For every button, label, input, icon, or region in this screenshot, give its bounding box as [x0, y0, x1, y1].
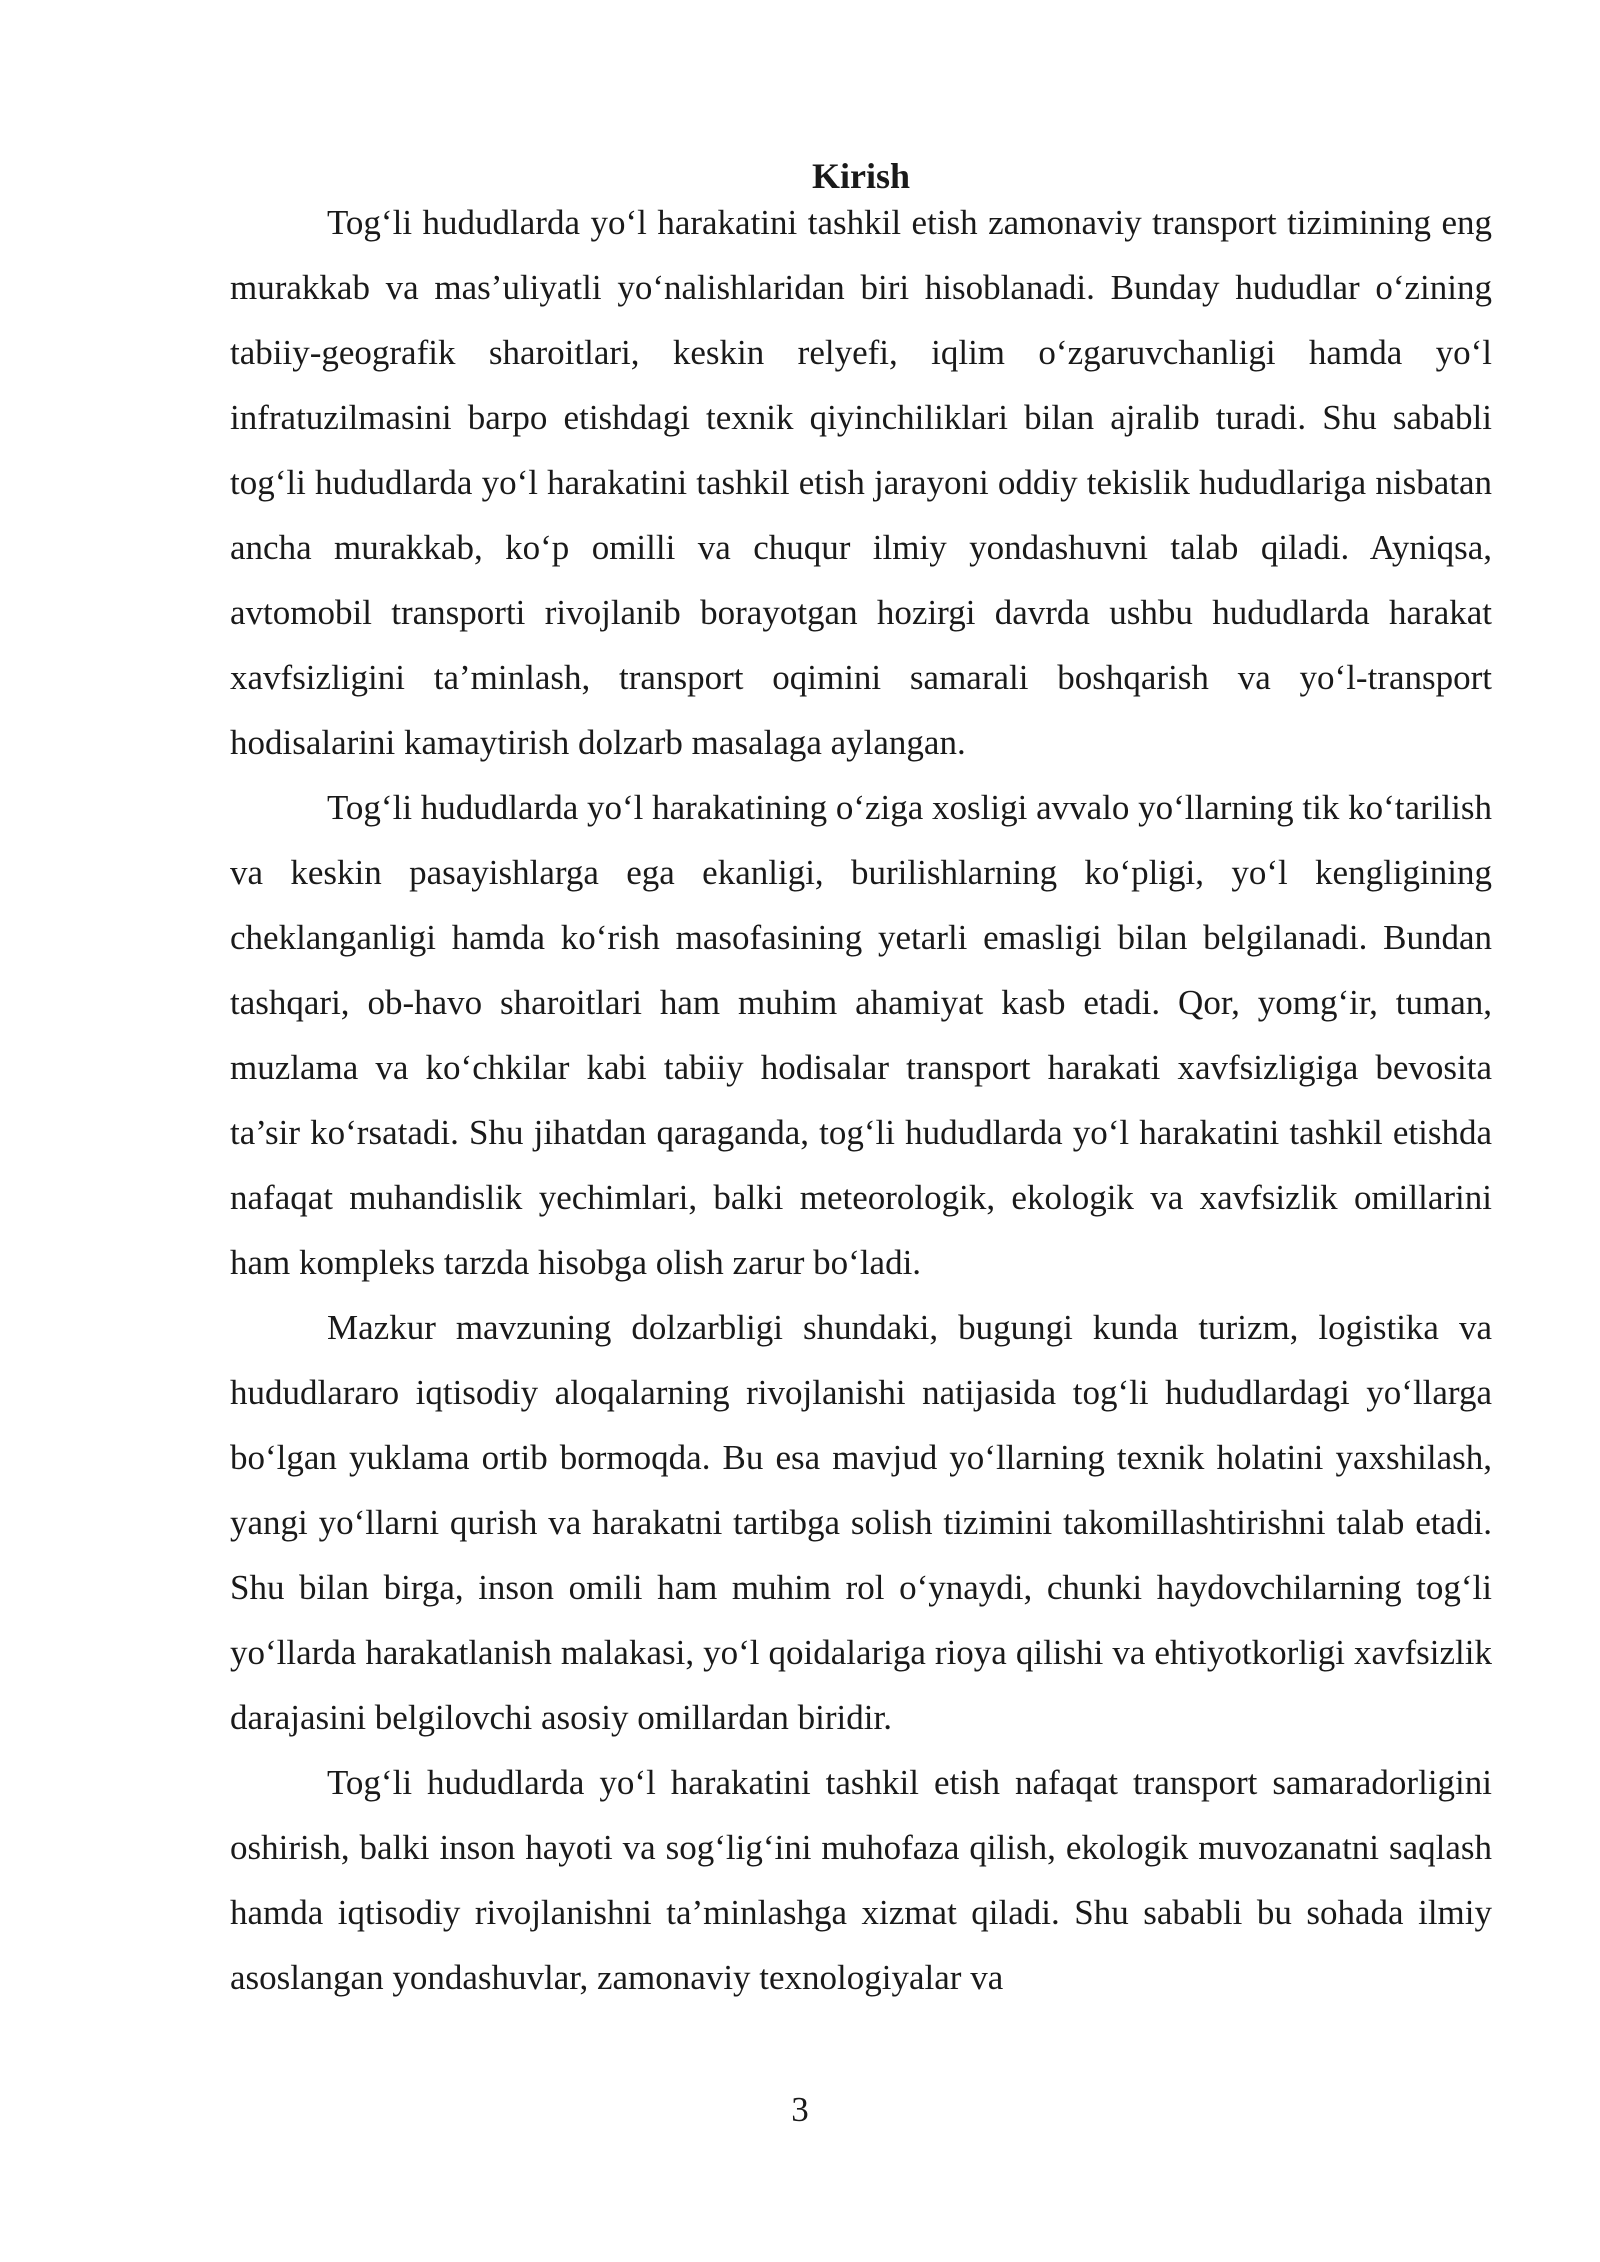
section-title: Kirish [811, 156, 910, 196]
paragraph: Mazkur mavzuning dolzarbligi shundaki, bugungi kunda turizm, logistika va hududlararo iqtisodiy aloqalarning rivojlanishi natijasida tog‘li hududlardagi yo‘llarga bo‘lgan yuklama ortib bormoqda. Bu esa mavjud yo‘llarning texnik holatini yaxshilash, yangi yo‘llarni qurish va harakatni tartibga solish tizimini takomillashtirishni talab etadi. Shu bilan birga, inson omili ham muhim rol o‘ynaydi, chunki haydovchilarning tog‘li yo‘llarda harakatlanish malakasi, yo‘l qoidalariga rioya qilishi va ehtiyotkorligi xavfsizlik darajasini belgilovchi asosiy omillardan biridir. [230, 1308, 1492, 1737]
page-number: 3 [791, 2090, 809, 2129]
paragraph: Tog‘li hududlarda yo‘l harakatini tashkil etish nafaqat transport samaradorligini oshirish, balki inson hayoti va sog‘lig‘ini muhofaza qilish, ekologik muvozanatni saqlash hamda iqtisodiy rivojlanishni ta’minlashga xizmat qiladi. Shu sababli bu sohada ilmiy asoslangan yondashuvlar, zamonaviy texnologiyalar va [230, 1763, 1492, 1997]
paragraph: Tog‘li hududlarda yo‘l harakatini tashkil etish zamonaviy transport tizimining eng murakkab va mas’uliyatli yo‘nalishlaridan biri hisoblanadi. Bunday hududlar o‘zining tabiiy-geografik sharoitlari, keskin relyefi, iqlim o‘zgaruvchanligi hamda yo‘l infratuzilmasini barpo etishdagi texnik qiyinchiliklari bilan ajralib turadi. Shu sababli tog‘li hududlarda yo‘l harakatini tashkil etish jarayoni oddiy tekislik hududlariga nisbatan ancha murakkab, ko‘p omilli va chuqur ilmiy yondashuvni talab qiladi. Ayniqsa, avtomobil transporti rivojlanib borayotgan hozirgi davrda ushbu hududlarda harakat xavfsizligini ta’minlash, transport oqimini samarali boshqarish va yo‘l-transport hodisalarini kamaytirish dolzarb masalaga aylangan. [230, 203, 1492, 762]
paragraph: Tog‘li hududlarda yo‘l harakatining o‘ziga xosligi avvalo yo‘llarning tik ko‘tarilish va keskin pasayishlarga ega ekanligi, burilishlarning ko‘pligi, yo‘l kengligining cheklanganligi hamda ko‘rish masofasining yetarli emasligi bilan belgilanadi. Bundan tashqari, ob-havo sharoitlari ham muhim ahamiyat kasb etadi. Qor, yomg‘ir, tuman, muzlama va ko‘chkilar kabi tabiiy hodisalar transport harakati xavfsizligiga bevosita ta’sir ko‘rsatadi. Shu jihatdan qaraganda, tog‘li hududlarda yo‘l harakatini tashkil etishda nafaqat muhandislik yechimlari, balki meteorologik, ekologik va xavfsizlik omillarini ham kompleks tarzda hisobga olish zarur bo‘ladi. [230, 788, 1492, 1282]
page-body [230, 150, 1492, 2010]
